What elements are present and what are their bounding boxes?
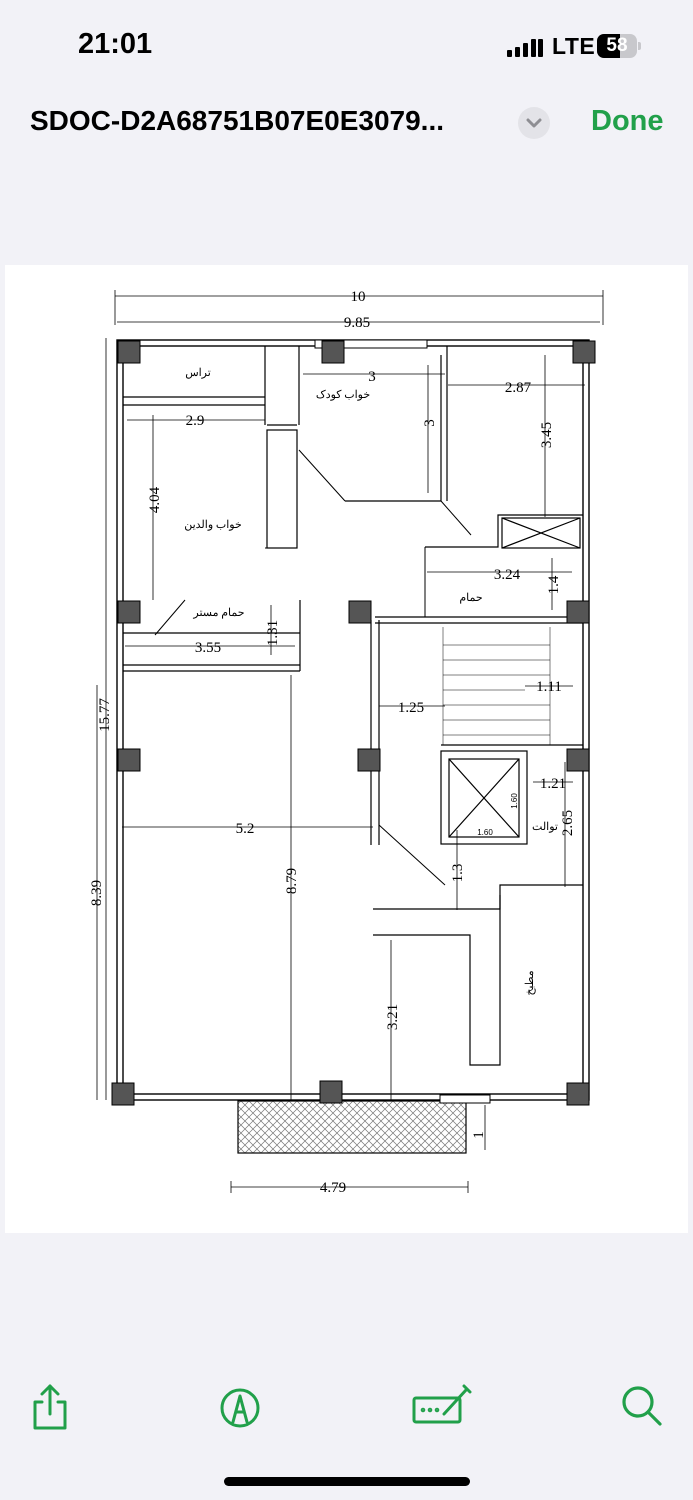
dim-right-top-height: 3.45 bbox=[539, 421, 555, 449]
home-indicator bbox=[224, 1477, 470, 1486]
status-bar bbox=[0, 0, 693, 95]
bottom-toolbar bbox=[0, 1370, 693, 1440]
room-master-bath: حمام مستر bbox=[193, 607, 245, 619]
dim-stair-width: 1.11 bbox=[536, 679, 562, 695]
dim-hall-height: 1.3 bbox=[450, 863, 466, 883]
status-time: 21:01 bbox=[78, 28, 153, 60]
room-bathroom: حمام bbox=[459, 592, 483, 604]
markup-icon bbox=[212, 1378, 268, 1434]
dim-wc-height: 2.65 bbox=[560, 809, 576, 837]
dim-balcony-width: 4.79 bbox=[319, 1180, 347, 1196]
dim-kids-bed-height: 3 bbox=[422, 419, 438, 427]
dim-top-outer: 10 bbox=[350, 289, 366, 305]
dim-corridor-width: 1.25 bbox=[397, 700, 425, 716]
chevron-down-icon bbox=[518, 107, 550, 139]
dim-left-bottom: 8.39 bbox=[89, 879, 105, 907]
signature-icon bbox=[412, 1378, 472, 1434]
dim-balcony-depth: 1 bbox=[471, 1131, 487, 1139]
room-kids-bedroom: خواب کودک bbox=[315, 389, 371, 401]
title-menu-button[interactable] bbox=[518, 107, 550, 139]
dim-right-top-width: 2.87 bbox=[504, 380, 532, 396]
dim-elevator-h: 1.60 bbox=[510, 793, 519, 809]
battery-level: 58 bbox=[606, 35, 628, 56]
cellular-signal-icon bbox=[507, 39, 543, 57]
dim-wc-width: 1.21 bbox=[539, 776, 567, 792]
markup-button[interactable] bbox=[212, 1378, 268, 1434]
dim-bath-height: 1.4 bbox=[546, 575, 562, 595]
dim-terrace-width: 2.9 bbox=[185, 413, 205, 429]
room-kitchen: مطبخ bbox=[524, 970, 536, 996]
share-icon bbox=[22, 1378, 78, 1434]
document-title[interactable]: SDOC-D2A68751B07E0E3079... bbox=[30, 105, 445, 136]
dim-master-bath-height: 1.31 bbox=[265, 619, 281, 647]
signature-button[interactable] bbox=[412, 1378, 468, 1434]
done-button[interactable]: Done bbox=[591, 105, 664, 137]
dim-left-total: 15.77 bbox=[97, 698, 113, 732]
room-parents-bedroom: خواب والدین bbox=[184, 519, 242, 531]
document-page bbox=[5, 265, 688, 1233]
nav-bar bbox=[0, 95, 693, 155]
network-type: LTE bbox=[552, 33, 596, 59]
battery-icon bbox=[597, 34, 641, 58]
dim-bath-width: 3.24 bbox=[493, 567, 521, 583]
dim-living-width: 5.2 bbox=[235, 821, 255, 837]
dim-kids-bed-width: 3 bbox=[368, 369, 376, 385]
search-icon bbox=[614, 1378, 670, 1434]
dim-kitchen-height: 3.21 bbox=[385, 1003, 401, 1031]
dim-living-height: 8.79 bbox=[284, 867, 300, 895]
dim-top-inner: 9.85 bbox=[343, 315, 371, 331]
dim-master-bath-width: 3.55 bbox=[194, 640, 222, 656]
room-toilet: توالت bbox=[532, 821, 558, 833]
floor-plan bbox=[5, 265, 688, 1233]
share-button[interactable] bbox=[22, 1378, 78, 1434]
room-terrace: تراس bbox=[185, 367, 211, 379]
search-button[interactable] bbox=[614, 1378, 670, 1434]
dim-elevator-w: 1.60 bbox=[477, 828, 493, 837]
dim-parents-bed-height: 4.04 bbox=[147, 486, 163, 514]
